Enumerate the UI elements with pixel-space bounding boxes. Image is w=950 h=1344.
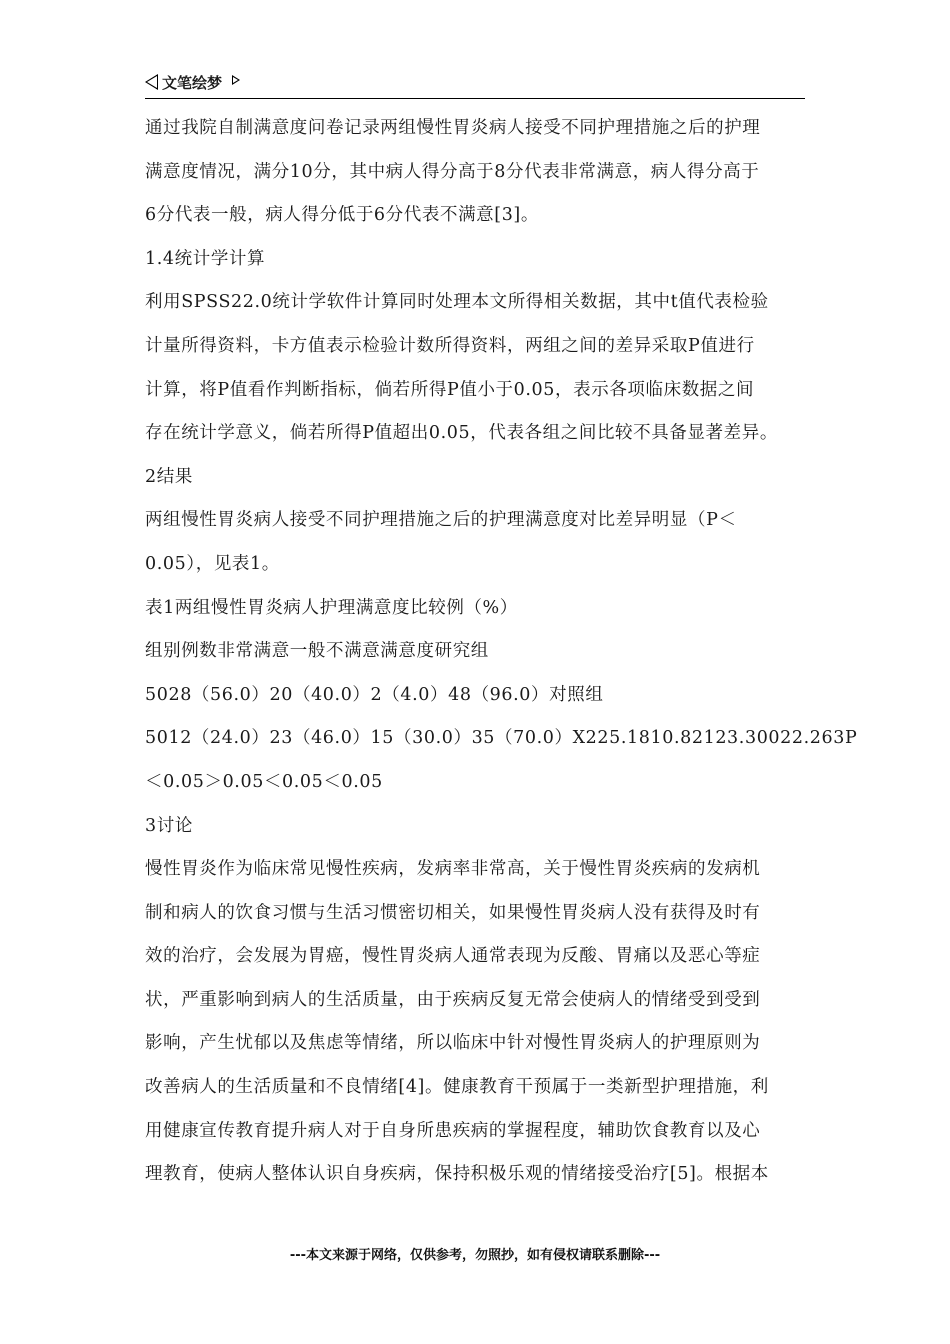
text-line: 0.05），见表1。: [145, 553, 280, 574]
table-text-line: ＜0.05＞0.05＜0.05＜0.05: [145, 771, 383, 792]
table-text-line: 组别例数非常满意一般不满意满意度研究组: [145, 641, 489, 662]
section-heading-results: 2结果: [145, 466, 193, 487]
text-line: 存在统计学意义，倘若所得P值超出0.05，代表各组之间比较不具备显著差异。: [145, 423, 778, 444]
triangle-left-icon: [145, 74, 158, 90]
document-body: [145, 107, 858, 1197]
text-line: 用健康宣传教育提升病人对于自身所患疾病的掌握程度，辅助饮食教育以及心: [145, 1120, 761, 1141]
text-line: 改善病人的生活质量和不良情绪[4]。健康教育干预属于一类新型护理措施，利: [145, 1077, 769, 1098]
section-heading-discussion: 3讨论: [145, 815, 193, 836]
footer-disclaimer: ---本文来源于网络，仅供参考，勿照抄，如有侵权请联系删除---: [289, 1248, 661, 1263]
page-header: [145, 72, 805, 99]
table-caption: 表1两组慢性胃炎病人护理满意度比较例（%）: [145, 597, 518, 618]
text-line: 两组慢性胃炎病人接受不同护理措施之后的护理满意度对比差异明显（P＜: [145, 510, 737, 531]
triangle-right-icon: [232, 75, 240, 85]
table-text-line: 5028（56.0）20（40.0）2（4.0）48（96.0）对照组: [145, 684, 604, 705]
text-line: 制和病人的饮食习惯与生活习惯密切相关，如果慢性胃炎病人没有获得及时有: [145, 902, 761, 923]
text-line: 状，严重影响到病人的生活质量，由于疾病反复无常会使病人的情绪受到受到: [145, 989, 761, 1010]
brand-name: 文笔绘梦: [162, 74, 223, 92]
text-line: 6分代表一般，病人得分低于6分代表不满意[3]。: [145, 205, 539, 226]
table-text-line: 5012（24.0）23（46.0）15（30.0）35（70.0）X225.1810.82123.30022.263P: [145, 728, 858, 749]
section-heading-1-4: 1.4统计学计算: [145, 248, 266, 269]
text-line: 利用SPSS22.0统计学软件计算同时处理本文所得相关数据，其中t值代表检验: [145, 292, 769, 313]
text-line: 理教育，使病人整体认识自身疾病，保持积极乐观的情绪接受治疗[5]。根据本: [145, 1164, 769, 1185]
text-line: 满意度情况，满分10分，其中病人得分高于8分代表非常满意，病人得分高于: [145, 161, 760, 182]
text-line: 计算，将P值看作判断指标，倘若所得P值小于0.05，表示各项临床数据之间: [145, 379, 755, 400]
text-line: 影响，产生忧郁以及焦虑等情绪，所以临床中针对慢性胃炎病人的护理原则为: [145, 1033, 761, 1054]
text-line: 通过我院自制满意度问卷记录两组慢性胃炎病人接受不同护理措施之后的护理: [145, 118, 761, 138]
text-line: 慢性胃炎作为临床常见慢性疾病，发病率非常高，关于慢性胃炎疾病的发病机: [145, 859, 761, 880]
text-line: 效的治疗，会发展为胃癌，慢性胃炎病人通常表现为反酸、胃痛以及恶心等症: [145, 946, 761, 967]
text-line: 计量所得资料，卡方值表示检验计数所得资料，两组之间的差异采取P值进行: [145, 335, 755, 356]
